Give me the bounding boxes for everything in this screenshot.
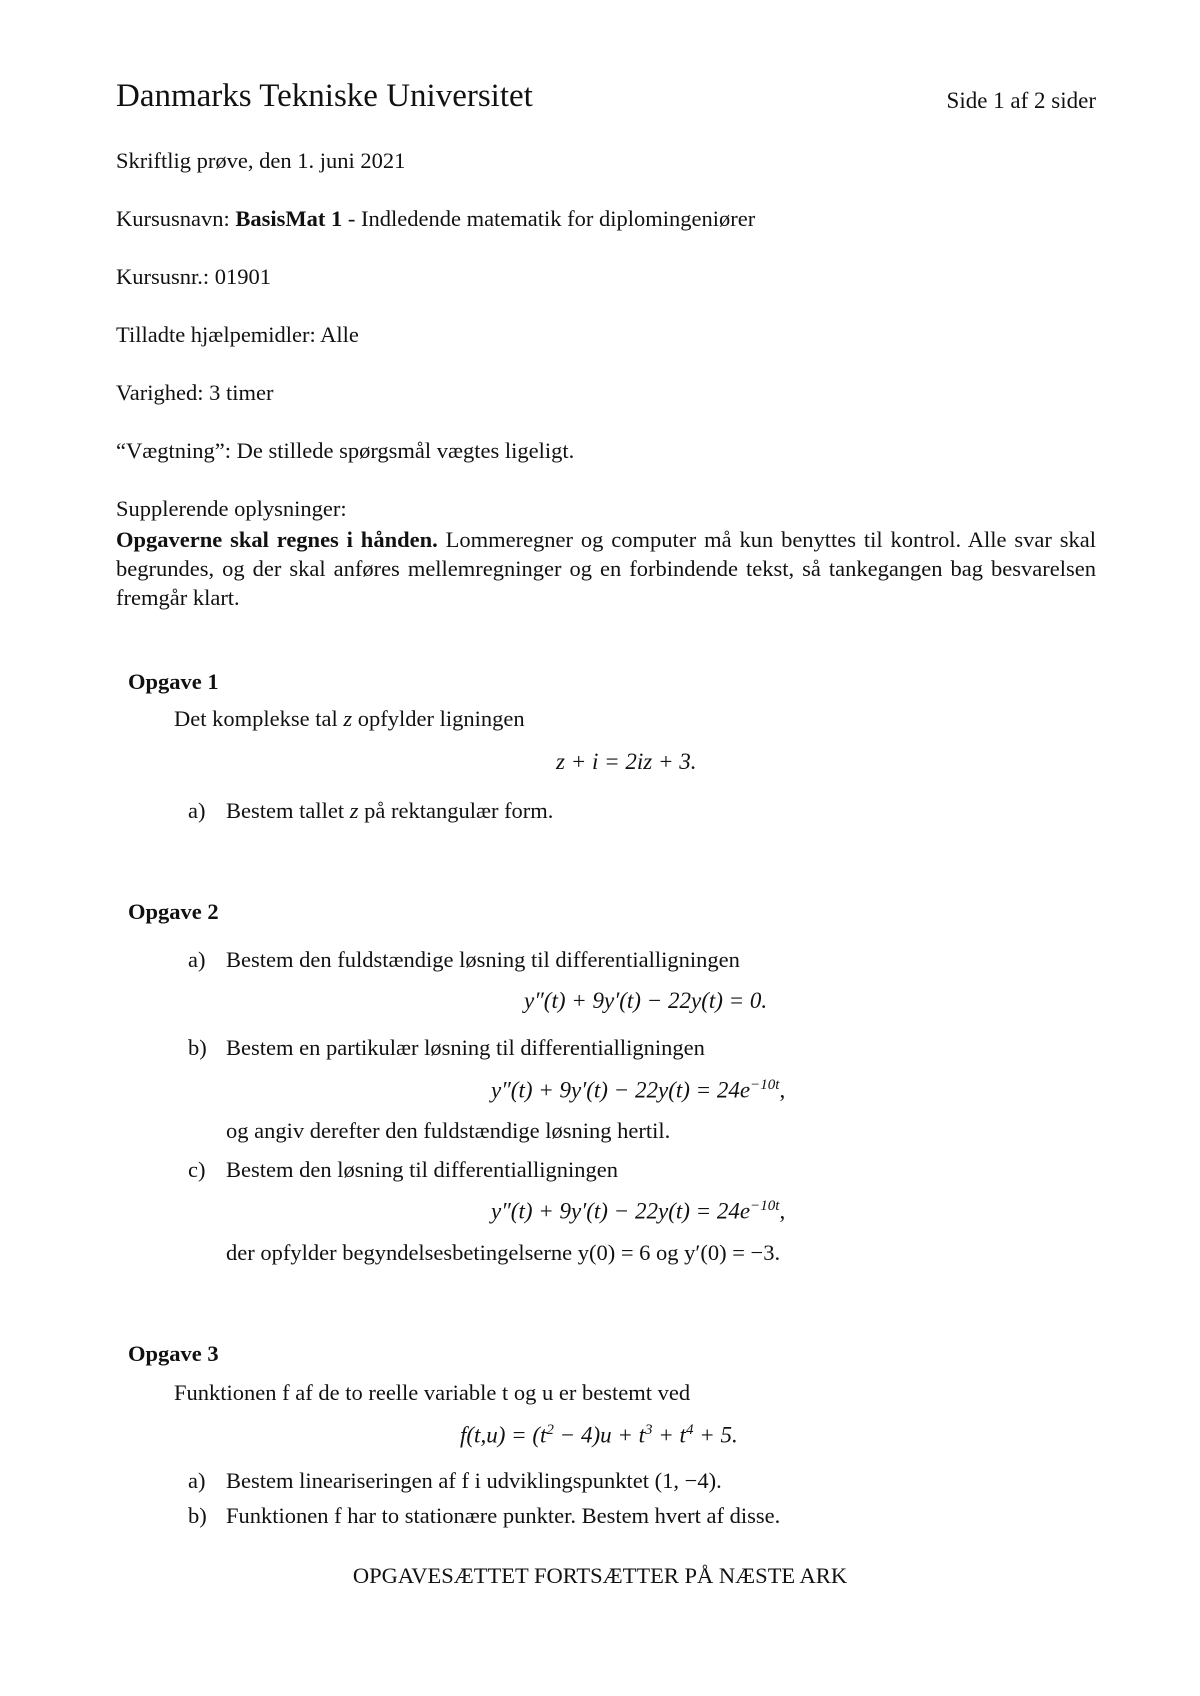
task1-a-post: på rektangulær form.	[358, 798, 554, 823]
task3-item-b	[188, 1503, 780, 1529]
supplementary-bold: Opgaverne skal regnes i hånden.	[116, 527, 438, 552]
task1-title: Opgave 1	[128, 669, 219, 694]
task3-item-a	[188, 1468, 722, 1494]
task2-b-label: b)	[188, 1035, 207, 1060]
task3-b-text: Funktionen f har to stationære punkter. Bestem hvert af disse.	[226, 1503, 781, 1528]
task3-eq-sup1: 2	[546, 1422, 554, 1438]
task2-eq-b-end: ,	[779, 1077, 786, 1103]
weighting: “Vægtning”: De stillede spørgsmål vægtes ligeligt.	[116, 438, 575, 463]
task1-a-label: a)	[188, 798, 206, 823]
task2-c-continuation: der opfylder begyndelsesbetingelserne y(0) = 6 og y′(0) = −3.	[226, 1240, 781, 1265]
task2-b-text: Bestem en partikulær løsning til differentialligningen	[226, 1035, 705, 1060]
task2-item-b	[188, 1035, 705, 1061]
task1-intro	[174, 706, 525, 732]
task3-eq-part4: + 5.	[693, 1422, 738, 1448]
task1-intro-pre: Det komplekse tal	[174, 706, 344, 731]
task2-item-a	[188, 947, 740, 973]
task3-eq-part3: + t	[652, 1422, 686, 1448]
task3-eq-sup2: 3	[645, 1422, 653, 1438]
task1-item-a	[188, 798, 553, 824]
task1-intro-post: opfylder ligningen	[352, 706, 525, 731]
task3-eq-sup3: 4	[685, 1422, 694, 1438]
task3-a-text: Bestem lineariseringen af f i udviklingspunktet (1, −4).	[226, 1468, 722, 1493]
course-name-label: Kursusnavn:	[116, 206, 230, 231]
task3-eq-part2: − 4)u + t	[553, 1422, 646, 1448]
task2-eq-c-exp: −10t	[750, 1198, 780, 1214]
task2-a-label: a)	[188, 947, 206, 972]
task2-eq-b-exp: −10t	[750, 1077, 780, 1093]
task2-c-label: c)	[188, 1157, 206, 1182]
task3-intro: Funktionen f af de to reelle variable t og u er bestemt ved	[174, 1380, 691, 1405]
allowed-aids: Tilladte hjælpemidler: Alle	[116, 322, 359, 347]
supplementary-label: Supplerende oplysninger:	[116, 496, 347, 521]
duration: Varighed: 3 timer	[116, 380, 274, 405]
task3-a-label: a)	[188, 1468, 206, 1493]
continues-footer: OPGAVESÆTTET FORTSÆTTER PÅ NÆSTE ARK	[352, 1563, 848, 1588]
task2-eq-b-main: y″(t) + 9y′(t) − 22y(t) = 24e	[491, 1077, 751, 1103]
university-title: Danmarks Tekniske Universitet	[116, 78, 533, 114]
task2-c-text: Bestem den løsning til differentialligningen	[226, 1157, 619, 1182]
task3-b-label: b)	[188, 1503, 207, 1528]
task1-intro-var: z	[343, 706, 353, 731]
task2-equation-c	[491, 1198, 785, 1225]
task2-title: Opgave 2	[128, 899, 219, 924]
task3-equation	[460, 1422, 738, 1449]
course-name-line	[116, 206, 755, 232]
task3-title: Opgave 3	[128, 1341, 219, 1366]
course-name-code: BasisMat 1	[235, 206, 343, 231]
course-number: Kursusnr.: 01901	[116, 264, 272, 289]
task2-b-continuation: og angiv derefter den fuldstændige løsning hertil.	[226, 1118, 671, 1143]
supplementary-paragraph	[116, 525, 1096, 612]
task2-equation-a: y″(t) + 9y′(t) − 22y(t) = 0.	[524, 988, 768, 1013]
task2-a-text: Bestem den fuldstændige løsning til differentialligningen	[226, 947, 740, 972]
task1-a-pre: Bestem tallet	[226, 798, 350, 823]
task2-eq-c-end: ,	[779, 1198, 786, 1224]
course-name-rest: - Indledende matematik for diplomingeniører	[342, 206, 756, 231]
task3-eq-part1: f(t,u) = (t	[460, 1422, 547, 1448]
task2-item-c	[188, 1157, 618, 1183]
task2-equation-b	[491, 1077, 785, 1104]
date-line: Skriftlig prøve, den 1. juni 2021	[116, 148, 406, 173]
page-info: Side 1 af 2 sider	[946, 88, 1096, 113]
task2-eq-c-main: y″(t) + 9y′(t) − 22y(t) = 24e	[491, 1198, 751, 1224]
supplementary-text: Lommeregner og computer må kun benyttes til kontrol. Alle svar skal begrundes, og der skal anføres mellemregninger og en forbindende tekst, så tankegangen bag besvarelsen fremgår klart.	[116, 527, 1096, 610]
task1-equation: z + i = 2iz + 3.	[556, 749, 697, 774]
task1-a-var: z	[349, 798, 359, 823]
